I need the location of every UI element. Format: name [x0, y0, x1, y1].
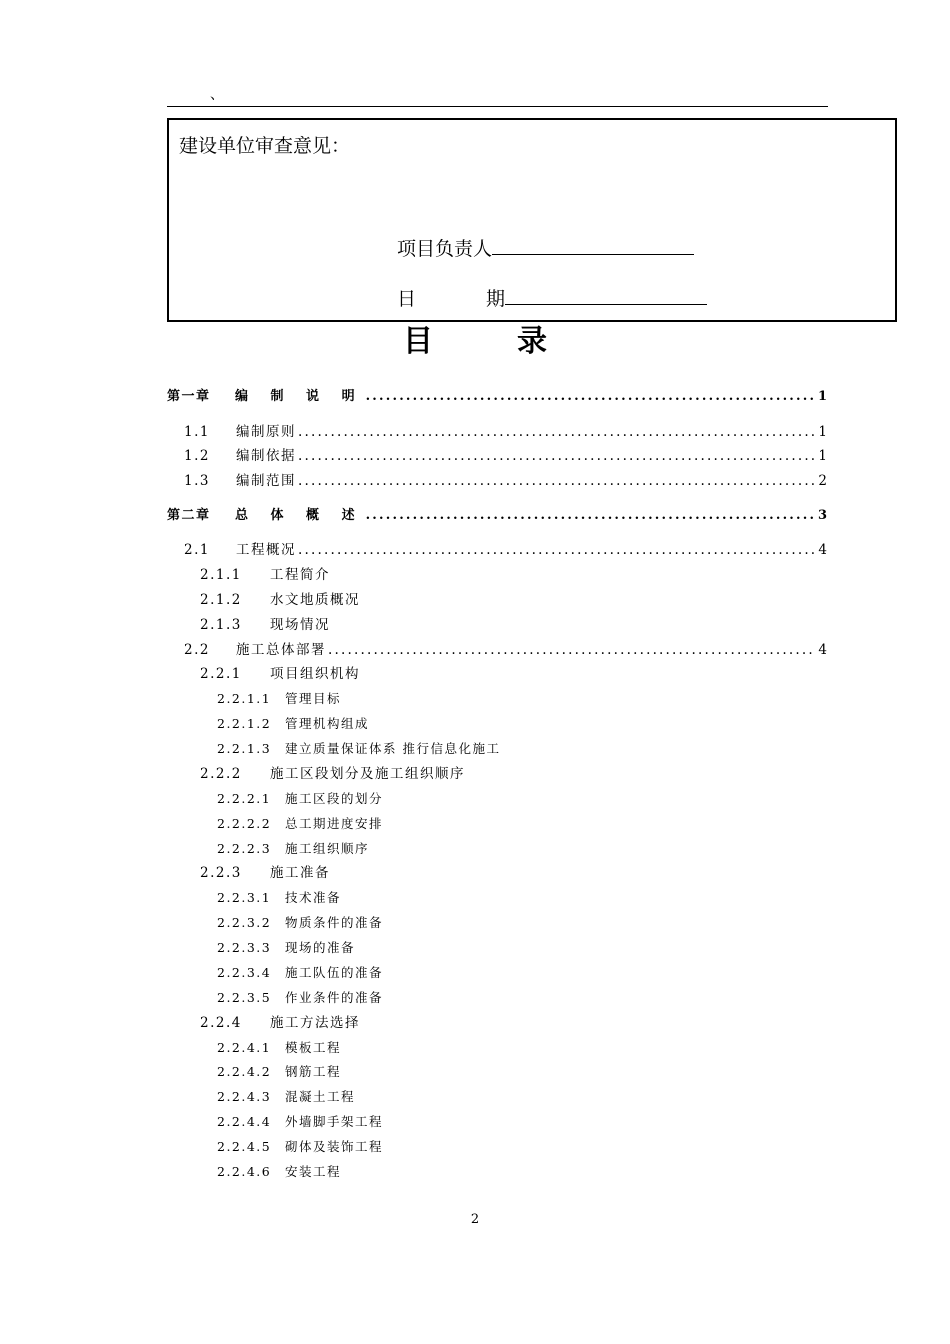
toc-entry-2-2-4-6[interactable] [217, 1163, 341, 1181]
toc-text: 编制范围 [236, 473, 296, 489]
toc-entry-2-2-2-3[interactable] [217, 840, 369, 858]
toc-entry-2-2-4[interactable] [200, 1014, 360, 1032]
toc-chapter-1[interactable] [167, 388, 827, 406]
top-mark: 、 [210, 87, 224, 103]
toc-text: 编制依据 [236, 448, 296, 464]
toc-entry-2-2-3-4[interactable] [217, 964, 383, 982]
toc-num: 2.2.3.5 [217, 990, 272, 1005]
toc-title-a: 目 [403, 324, 433, 359]
toc-text: 技术准备 [285, 890, 342, 905]
toc-text: 物质条件的准备 [285, 915, 384, 930]
toc-text: 施工区段的划分 [285, 791, 384, 806]
toc-entry-2-2-1-2[interactable] [217, 715, 369, 733]
toc-num: 2.2.3.1 [217, 890, 272, 905]
date-label-b: 期 [486, 288, 506, 310]
toc-entry-2-2-4-5[interactable] [217, 1138, 383, 1156]
toc-text: 施工方法选择 [270, 1015, 360, 1031]
toc-title-b: 录 [517, 324, 547, 359]
toc-text: 工程概况 [236, 542, 296, 558]
toc-text: 外墙脚手架工程 [285, 1114, 384, 1129]
toc-text: 施工准备 [270, 865, 330, 881]
toc-leader [298, 423, 816, 441]
toc-num: 2.2.1.2 [217, 716, 272, 731]
toc-num: 2.2.3.3 [217, 940, 272, 955]
toc-entry-2-2-1-1[interactable] [217, 690, 341, 708]
toc-entry-2-2-4-2[interactable] [217, 1063, 341, 1081]
toc-entry-2-2[interactable] [184, 641, 827, 659]
toc-text: 安装工程 [285, 1164, 342, 1179]
toc-entry-1-1[interactable] [184, 423, 827, 441]
toc-text: 现场情况 [270, 617, 330, 633]
toc-leader [298, 472, 816, 490]
toc-text: 施工组织顺序 [285, 841, 370, 856]
toc-entry-2-2-3[interactable] [200, 864, 330, 882]
toc-text: 工程简介 [270, 567, 330, 583]
toc-text: 项目组织机构 [270, 666, 360, 682]
toc-leader [366, 507, 816, 525]
toc-entry-2-2-3-5[interactable] [217, 989, 383, 1007]
toc-entry-2-2-2-2[interactable] [217, 815, 383, 833]
toc-entry-2-2-4-4[interactable] [217, 1113, 383, 1131]
toc-entry-2-2-1[interactable] [200, 665, 360, 683]
toc-num: 2.2.4.3 [217, 1089, 272, 1104]
toc-num: 2.2.1 [200, 666, 242, 682]
toc-num: 2.2.4.6 [217, 1164, 272, 1179]
toc-num: 2.1.2 [200, 592, 242, 608]
toc-entry-2-2-4-3[interactable] [217, 1088, 355, 1106]
toc-entry-2-1-2[interactable] [200, 591, 360, 609]
toc-leader [298, 541, 816, 559]
toc-text: 砌体及装饰工程 [285, 1139, 384, 1154]
toc-text: 施工队伍的准备 [285, 965, 384, 980]
toc-entry-2-2-3-3[interactable] [217, 939, 355, 957]
toc-entry-1-2[interactable] [184, 447, 827, 465]
toc-text: 建立质量保证体系 推行信息化施工 [285, 741, 501, 756]
toc-text: 钢筋工程 [285, 1064, 342, 1079]
toc-leader [366, 388, 816, 406]
toc-page: 1 [818, 448, 827, 464]
toc-num: 第一章 [167, 389, 211, 404]
toc-num: 2.2.3.2 [217, 915, 272, 930]
date-label-a: 日 [397, 288, 417, 310]
toc-num: 2.2.1.3 [217, 741, 272, 756]
toc-num: 2.2.2 [200, 766, 242, 782]
toc-num: 2.2.4.1 [217, 1040, 272, 1055]
toc-num: 2.1.1 [200, 567, 242, 583]
toc-leader [298, 447, 816, 465]
toc-num: 2.2.4 [200, 1015, 242, 1031]
toc-num: 2.2.1.1 [217, 691, 272, 706]
toc-num: 2.1.3 [200, 617, 242, 633]
toc-page: 2 [818, 473, 827, 489]
toc-entry-2-2-4-1[interactable] [217, 1039, 341, 1057]
toc-text: 施工区段划分及施工组织顺序 [270, 766, 465, 782]
toc-text: 编制原则 [236, 424, 296, 440]
toc-num: 2.1 [184, 542, 210, 558]
toc-text: 作业条件的准备 [285, 990, 384, 1005]
toc-entry-2-2-3-1[interactable] [217, 889, 341, 907]
toc-num: 2.2.2.1 [217, 791, 272, 806]
toc-num: 2.2.3.4 [217, 965, 272, 980]
page-number: 2 [470, 1212, 480, 1227]
review-title: 建设单位审查意见： [179, 135, 351, 157]
toc-num: 2.2.2.3 [217, 841, 272, 856]
toc-text: 现场的准备 [285, 940, 356, 955]
toc-entry-2-1[interactable] [184, 541, 827, 559]
toc-page: 4 [818, 642, 827, 658]
toc-text: 总工期进度安排 [285, 816, 384, 831]
toc-num: 1.2 [184, 448, 210, 464]
toc-entry-2-1-3[interactable] [200, 616, 330, 634]
toc-num: 2.2 [184, 642, 210, 658]
toc-entry-2-2-3-2[interactable] [217, 914, 383, 932]
responsible-label: 项目负责人 [397, 238, 493, 260]
toc-text: 总 体 概 述 [235, 508, 364, 523]
toc-entry-2-1-1[interactable] [200, 566, 330, 584]
toc-entry-2-2-2[interactable] [200, 765, 465, 783]
toc-entry-1-3[interactable] [184, 472, 827, 490]
toc-num: 2.2.3 [200, 865, 242, 881]
toc-page: 1 [818, 424, 827, 440]
toc-num: 2.2.4.5 [217, 1139, 272, 1154]
toc-page: 4 [818, 542, 827, 558]
toc-num: 2.2.4.4 [217, 1114, 272, 1129]
toc-text: 模板工程 [285, 1040, 342, 1055]
toc-page: 3 [817, 508, 827, 523]
toc-text: 混凝土工程 [285, 1089, 356, 1104]
toc-entry-2-2-1-3[interactable] [217, 740, 500, 758]
toc-page: 1 [817, 389, 827, 404]
toc-text: 管理机构组成 [285, 716, 370, 731]
toc-text: 管理目标 [285, 691, 342, 706]
toc-text: 水文地质概况 [270, 592, 360, 608]
toc-text: 施工总体部署 [236, 642, 326, 658]
toc-num: 2.2.2.2 [217, 816, 272, 831]
toc-leader [328, 641, 816, 659]
toc-chapter-2[interactable] [167, 507, 827, 525]
toc-entry-2-2-2-1[interactable] [217, 790, 383, 808]
toc-text: 编 制 说 明 [235, 389, 364, 404]
toc-num: 第二章 [167, 508, 211, 523]
toc-num: 1.1 [184, 424, 210, 440]
toc-num: 1.3 [184, 473, 210, 489]
toc-num: 2.2.4.2 [217, 1064, 272, 1079]
